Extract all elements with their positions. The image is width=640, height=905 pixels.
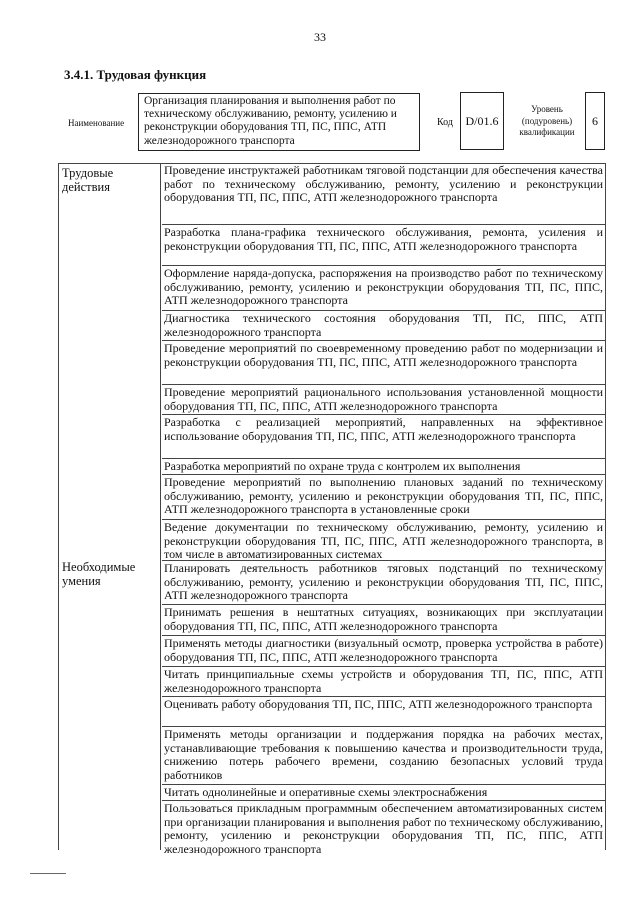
table-right-border [605, 163, 606, 850]
level-label: Уровень (подуровень) квалификации [519, 104, 575, 137]
table-row: Принимать решения в нештатных ситуациях, возникающих при эксплуатации оборудования ТП, ПС, ППС, АТП железнодорожного транспорта [162, 605, 605, 636]
table-row: Проведение мероприятий по выполнению плановых заданий по техническому обслуживанию, ремонту, усилению и реконструкции оборудования ТП, ПС, ППС, АТП железнодорожного транспорта в установленные сроки [162, 475, 605, 520]
group-label-required-skills: Необходимые умения [62, 560, 136, 588]
section-title: 3.4.1. Трудовая функция [64, 67, 207, 82]
table-row: Применять методы организации и поддержания порядка на рабочих местах, устанавливающие требования к повышению качества и производительности труда, снижению потерь рабочего времени, созданию безопасных условий труда работников [162, 727, 605, 785]
footer-rule [30, 873, 66, 874]
table-row: Оформление наряда-допуска, распоряжения на производство работ по техническому обслуживанию, ремонту, усилению и реконструкции оборудования ТП, ПС, ППС, АТП железнодорожного транспорта [162, 266, 605, 311]
code-label: Код [437, 117, 453, 128]
table-row: Проведение мероприятий рационального использования установленной мощности оборудования ТП, ПС, ППС, АТП железнодорожного транспорта [162, 385, 605, 415]
function-name-box: Организация планирования и выполнения работ по техническому обслуживанию, ремонту, усилению и реконструкции оборудования ТП, ПС, ППС, АТП железнодорожного транспорта [138, 93, 420, 151]
name-label: Наименование [68, 118, 125, 128]
table-row: Разработка плана-графика технического обслуживания, ремонта, усиления и реконструкции оборудования ТП, ПС, ППС, АТП железнодорожного транспорта [162, 225, 605, 266]
table-row: Пользоваться прикладным программным обеспечением автоматизированных систем при организации планирования и выполнения работ по техническому обслуживанию, ремонту, усилению и реконструкции оборудования ТП, ПС, ППС, АТП железнодорожного транспорта [164, 801, 603, 857]
function-table [58, 163, 606, 857]
table-row: Разработка мероприятий по охране труда с контролем их выполнения [162, 459, 605, 475]
table-row: Планировать деятельность работников тяговых подстанций по техническому обслуживанию, ремонту, усилению и реконструкции оборудования ТП, ПС, ППС, АТП железнодорожного транспорта [162, 561, 605, 605]
level-value-box: 6 [585, 92, 605, 150]
table-row: Проведение инструктажей работникам тяговой подстанции для обеспечения качества работ по техническому обслуживанию, ремонту, усилению и реконструкции оборудования ТП, ПС, ППС, АТП железнодорожного транспорта [162, 163, 605, 225]
table-left-border [58, 163, 59, 850]
group-label-labor-actions: Трудовые действия [62, 166, 114, 194]
table-cells [162, 163, 605, 868]
table-row: Читать однолинейные и оперативные схемы электроснабжения [162, 785, 605, 801]
table-row: Разработка с реализацией мероприятий, направленных на эффективное использование оборудования ТП, ПС, ППС, АТП железнодорожного транспорта [162, 415, 605, 459]
table-column-divider [160, 163, 161, 850]
table-row: Диагностика технического состояния оборудования ТП, ПС, ППС, АТП железнодорожного транспорта [162, 311, 605, 341]
table-row: Ведение документации по техническому обслуживанию, ремонту, усилению и реконструкции оборудования ТП, ПС, ППС, АТП железнодорожного транспорта, в том числе в автоматизированных системах [164, 520, 603, 562]
code-value-box: D/01.6 [460, 92, 504, 150]
page-number: 33 [314, 30, 326, 44]
table-row: Читать принципиальные схемы устройств и оборудования ТП, ПС, ППС, АТП железнодорожного транспорта [162, 667, 605, 697]
table-row: Проведение мероприятий по своевременному проведению работ по модернизации и реконструкции оборудования ТП, ПС, ППС, АТП железнодорожного транспорта [162, 341, 605, 385]
table-row: Оценивать работу оборудования ТП, ПС, ППС, АТП железнодорожного транспорта [162, 697, 605, 727]
table-row: Применять методы диагностики (визуальный осмотр, проверка устройства в работе) оборудования ТП, ПС, ППС, АТП железнодорожного транспорта [162, 636, 605, 667]
